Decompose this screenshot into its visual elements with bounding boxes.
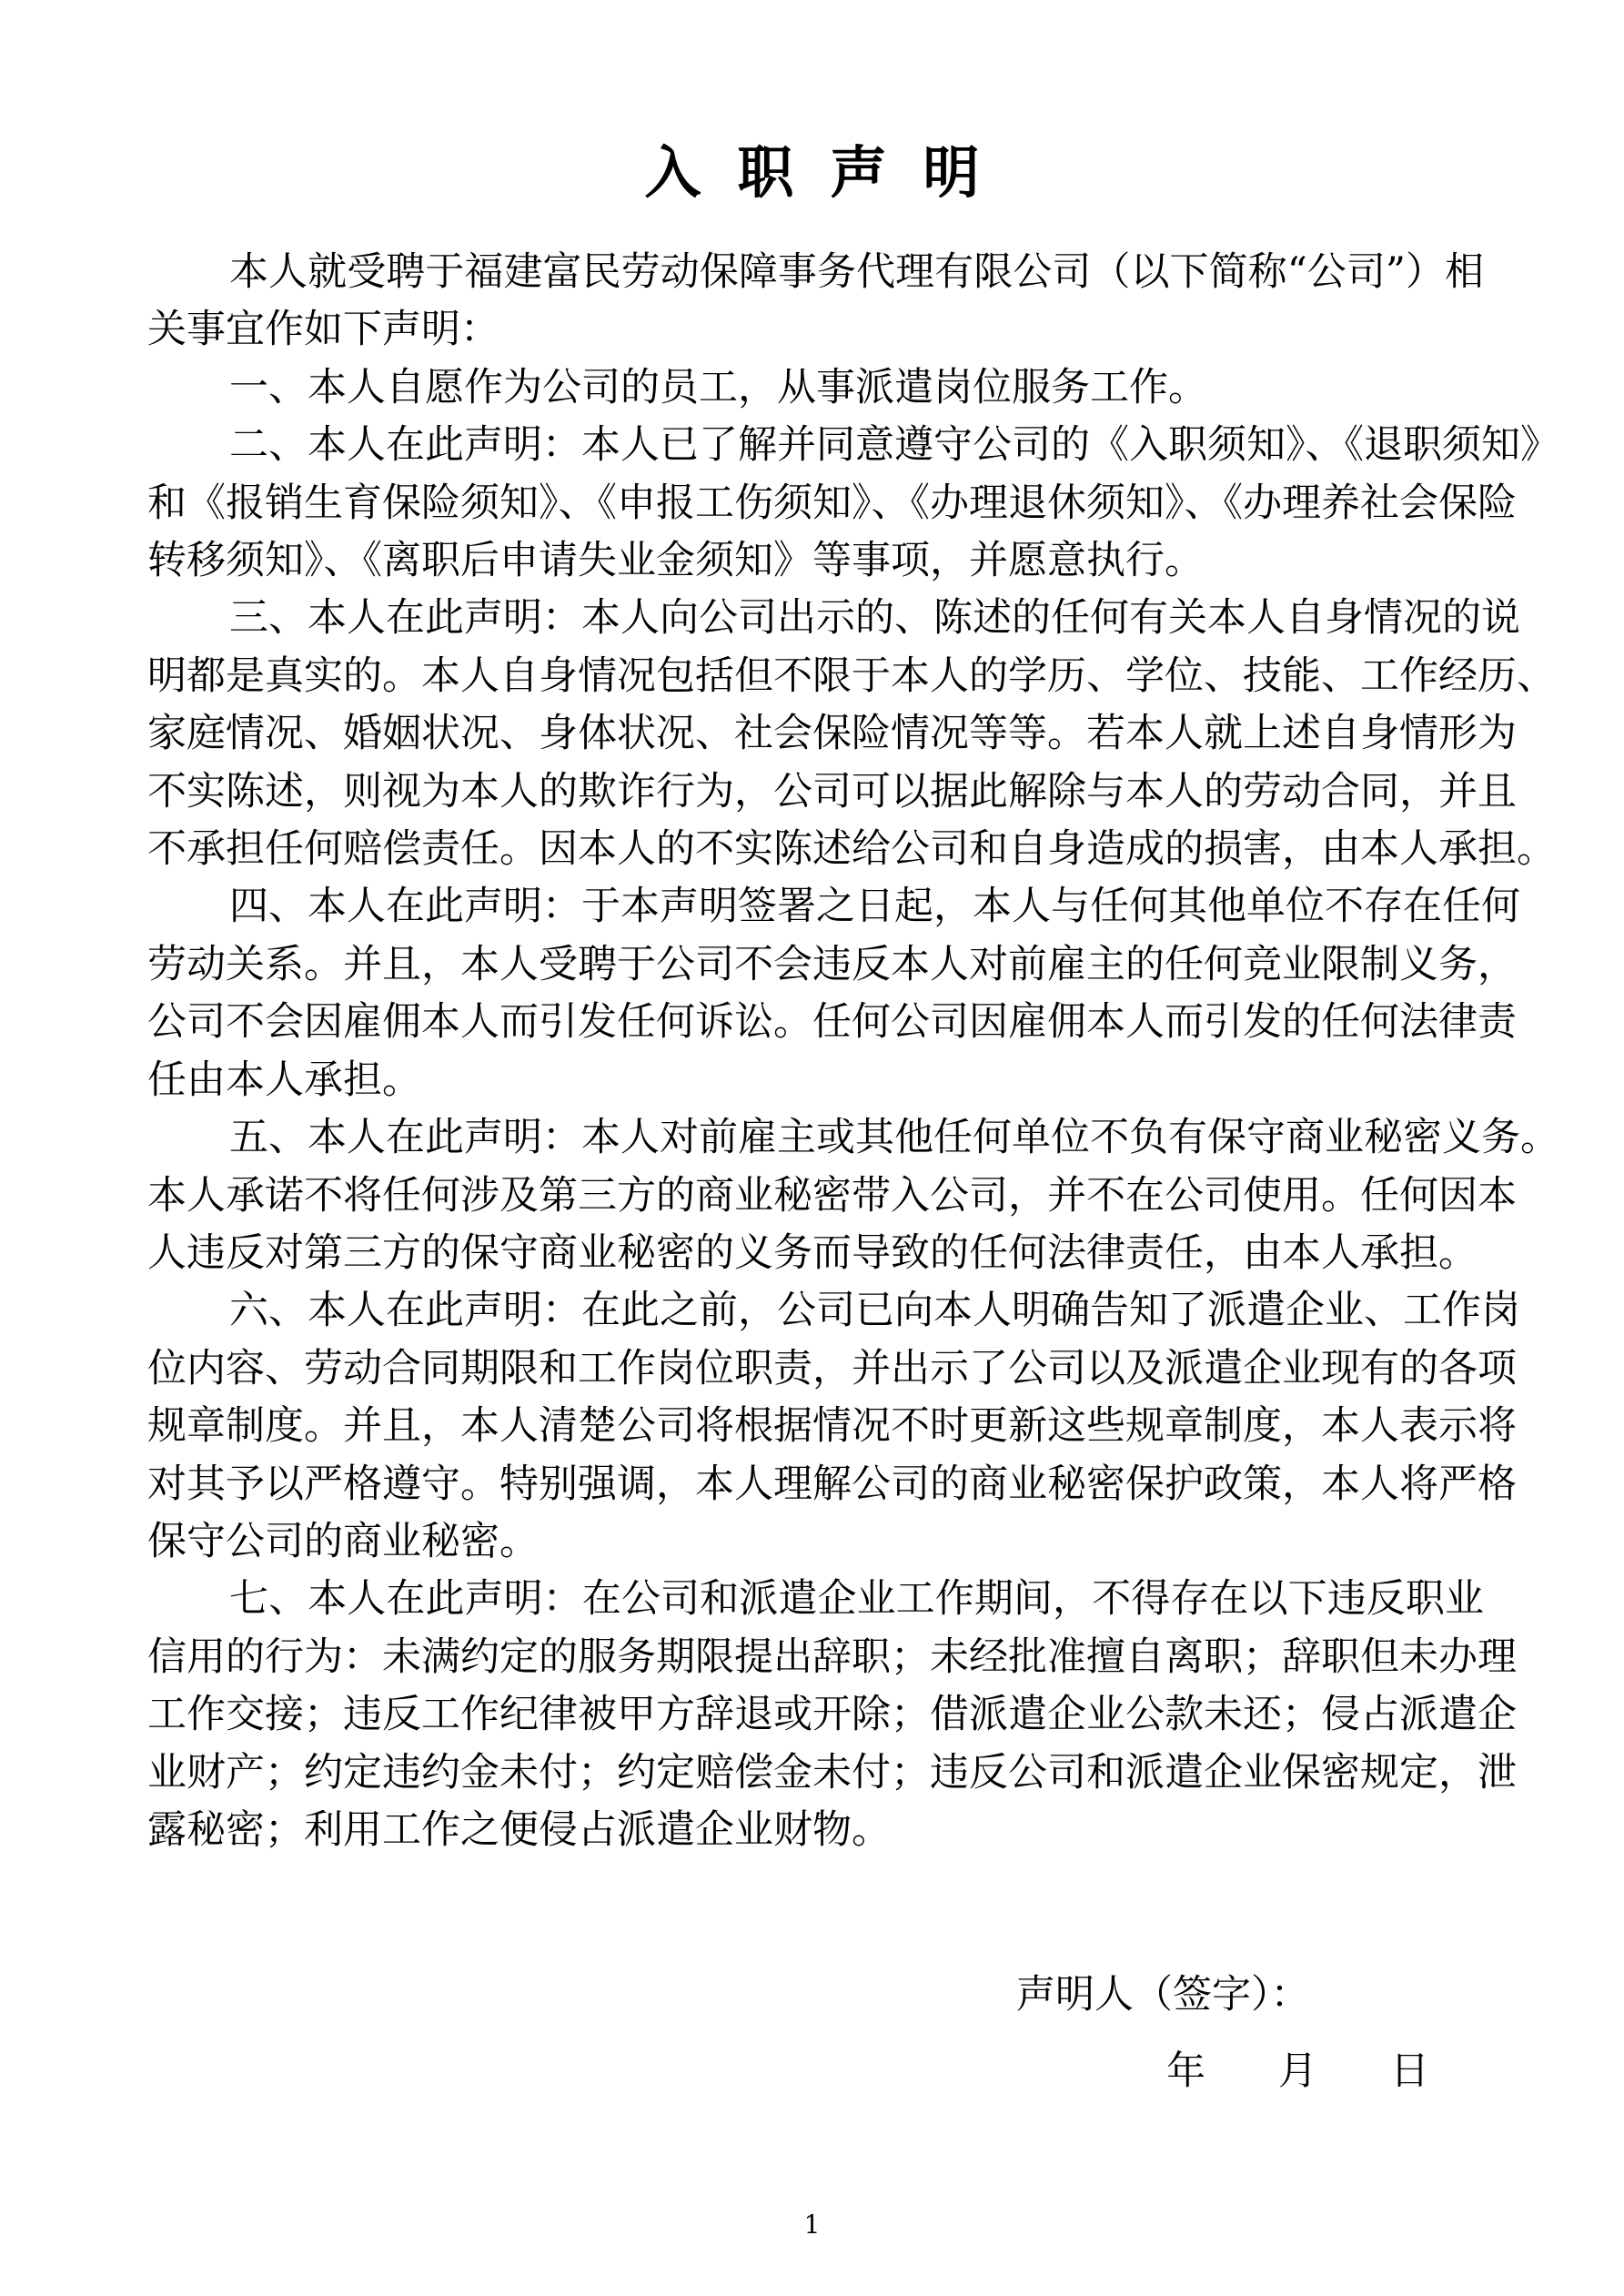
text-line: 六、本人在此声明：在此之前，公司已向本人明确告知了派遣企业、工作岗 <box>229 1288 1520 1334</box>
text-line: 一、本人自愿作为公司的员工，从事派遣岗位服务工作。 <box>229 364 1207 410</box>
text-line: 转移须知》、《离职后申请失业金须知》等事项，并愿意执行。 <box>147 538 1204 584</box>
page-number: 1 <box>803 2210 821 2240</box>
paragraph <box>147 244 1484 359</box>
paragraph <box>147 417 1559 590</box>
text-line: 位内容、劳动合同期限和工作岗位职责，并出示了公司以及派遣企业现有的各项 <box>147 1345 1517 1391</box>
text-line: 五、本人在此声明：本人对前雇主或其他任何单位不负有保守商业秘密义务。 <box>229 1115 1559 1161</box>
paragraph <box>147 590 1556 878</box>
signature-date <box>1166 2040 1502 2096</box>
text-line: 本人承诺不将任何涉及第三方的商业秘密带入公司，并不在公司使用。任何因本 <box>147 1172 1517 1219</box>
text-line: 信用的行为：未满约定的服务期限提出辞职；未经批准擅自离职；辞职但未办理 <box>147 1633 1517 1680</box>
declaration-body <box>147 244 1559 1859</box>
paragraph <box>147 359 1484 417</box>
text-line: 三、本人在此声明：本人向公司出示的、陈述的任何有关本人自身情况的说 <box>229 595 1520 642</box>
document-title: 入职声明 <box>644 139 1016 206</box>
paragraph <box>147 1571 1517 1859</box>
date-year: 年 <box>1166 2048 1205 2094</box>
paragraph <box>147 1282 1520 1571</box>
text-line: 工作交接；违反工作纪律被甲方辞退或开除；借派遣企业公款未还；侵占派遣企 <box>147 1692 1517 1738</box>
text-line: 和《报销生育保险须知》、《申报工伤须知》、《办理退休须知》、《办理养社会保险 <box>147 480 1517 526</box>
text-line: 对其予以严格遵守。特别强调，本人理解公司的商业秘密保护政策，本人将严格 <box>147 1461 1517 1507</box>
text-line: 不承担任何赔偿责任。因本人的不实陈述给公司和自身造成的损害，由本人承担。 <box>147 826 1556 873</box>
text-line: 露秘密；利用工作之便侵占派遣企业财物。 <box>147 1806 891 1853</box>
paragraph <box>147 878 1520 1109</box>
text-line: 规章制度。并且，本人清楚公司将根据情况不时更新这些规章制度，本人表示将 <box>147 1403 1517 1450</box>
text-line: 明都是真实的。本人自身情况包括但不限于本人的学历、学位、技能、工作经历、 <box>147 652 1556 699</box>
paragraph <box>147 1109 1559 1282</box>
text-line: 本人就受聘于福建富民劳动保障事务代理有限公司（以下简称“公司”）相 <box>229 249 1484 295</box>
text-line: 关事宜作如下声明： <box>147 307 499 353</box>
text-line: 公司不会因雇佣本人而引发任何诉讼。任何公司因雇佣本人而引发的任何法律责 <box>147 999 1517 1046</box>
text-line: 保守公司的商业秘密。 <box>147 1518 539 1564</box>
text-line: 任由本人承担。 <box>147 1057 421 1103</box>
text-line: 业财产；约定违约金未付；约定赔偿金未付；违反公司和派遣企业保密规定，泄 <box>147 1749 1517 1795</box>
text-line: 四、本人在此声明：于本声明签署之日起，本人与任何其他单位不存在任何 <box>229 884 1520 930</box>
text-line: 七、本人在此声明：在公司和派遣企业工作期间，不得存在以下违反职业 <box>229 1576 1484 1623</box>
text-line: 劳动关系。并且，本人受聘于公司不会违反本人对前雇主的任何竞业限制义务， <box>147 941 1517 987</box>
date-day: 日 <box>1390 2048 1429 2094</box>
signature-label: 声明人（签字）： <box>1016 1972 1310 2018</box>
text-line: 二、本人在此声明：本人已了解并同意遵守公司的《入职须知》、《退职须知》 <box>229 422 1559 469</box>
text-line: 人违反对第三方的保守商业秘密的义务而导致的任何法律责任，由本人承担。 <box>147 1229 1478 1276</box>
text-line: 家庭情况、婚姻状况、身体状况、社会保险情况等等。若本人就上述自身情形为 <box>147 711 1517 757</box>
date-month: 月 <box>1278 2048 1317 2094</box>
text-line: 不实陈述，则视为本人的欺诈行为，公司可以据此解除与本人的劳动合同，并且 <box>147 768 1517 814</box>
